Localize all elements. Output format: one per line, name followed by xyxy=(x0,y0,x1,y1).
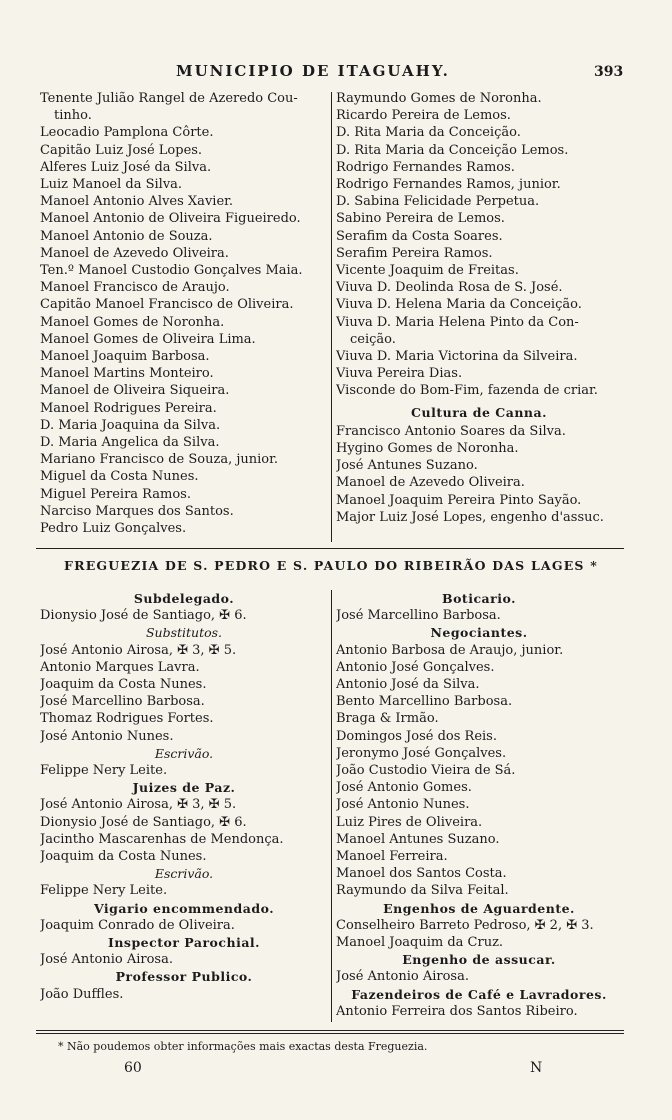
heading-inspector-parochial: Inspector Parochial. xyxy=(107,935,261,951)
list-item: Capitão Manoel Francisco de Oliveira. xyxy=(40,297,294,313)
list-item: José Antonio Airosa, ✠ 3, ✠ 5. xyxy=(40,642,237,658)
list-item: Felippe Nery Leite. xyxy=(40,763,168,779)
section-rule xyxy=(36,548,624,549)
list-item: Manoel Gomes de Oliveira Lima. xyxy=(40,331,256,347)
list-item: Luiz Manoel da Silva. xyxy=(40,177,183,193)
list-item: Serafim da Costa Soares. xyxy=(336,228,503,244)
list-item: Manoel Antonio Alves Xavier. xyxy=(40,194,234,210)
list-item: Manoel Antunes Suzano. xyxy=(336,831,500,847)
list-item: Viuva D. Deolinda Rosa de S. José. xyxy=(336,280,563,296)
list-item: José Antonio Airosa. xyxy=(336,969,469,985)
parish-title: FREGUEZIA DE S. PEDRO E S. PAULO DO RIBEIRÃO DAS LAGES * xyxy=(64,558,598,573)
list-item: Tenente Julião Rangel de Azeredo Cou- xyxy=(40,91,298,106)
list-item: Francisco Antonio Soares da Silva. xyxy=(336,423,566,439)
list-item: Jeronymo José Gonçalves. xyxy=(336,745,507,761)
list-item: Raymundo Gomes de Noronha. xyxy=(336,91,542,106)
list-item: Antonio José da Silva. xyxy=(336,677,480,693)
list-item: Miguel Pereira Ramos. xyxy=(40,486,191,502)
list-item: Narciso Marques dos Santos. xyxy=(40,503,234,519)
list-item: José Antonio Nunes. xyxy=(40,728,174,744)
footnote: * Não poudemos obter informações mais exactas desta Freguezia. xyxy=(58,1040,428,1053)
list-item: Viuva D. Maria Victorina da Silveira. xyxy=(336,349,578,365)
heading-subdelegado: Subdelegado. xyxy=(133,591,235,606)
list-item: Rodrigo Fernandes Ramos. xyxy=(336,159,515,175)
list-item: Manoel de Azevedo Oliveira. xyxy=(40,245,229,261)
list-item: Joaquim da Costa Nunes. xyxy=(40,677,207,693)
list-item: Antonio Marques Lavra. xyxy=(40,659,200,675)
list-item: Raymundo da Silva Feital. xyxy=(336,883,509,899)
list-item: Sabino Pereira de Lemos. xyxy=(336,211,505,227)
list-item: Dionysio José de Santiago, ✠ 6. xyxy=(40,608,247,624)
column-divider-bottom xyxy=(331,590,332,1022)
running-title: MUNICIPIO DE ITAGUAHY. xyxy=(176,62,450,80)
list-item: José Antunes Suzano. xyxy=(336,458,478,474)
list-item: Manoel Joaquim Pereira Pinto Sayão. xyxy=(336,492,582,508)
heading-fazendeiros: Fazendeiros de Café e Lavradores. xyxy=(351,986,607,1002)
list-item: D. Rita Maria da Conceição. xyxy=(336,125,521,141)
list-item: Vicente Joaquim de Freitas. xyxy=(336,263,519,279)
list-item: D. Sabina Felicidade Perpetua. xyxy=(336,194,540,210)
heading-negociantes: Negociantes. xyxy=(430,625,528,641)
list-item: Bento Marcellino Barbosa. xyxy=(336,694,513,710)
list-item: Joaquim da Costa Nunes. xyxy=(40,849,207,865)
list-item: Pedro Luiz Gonçalves. xyxy=(40,521,187,537)
bottom-left-column xyxy=(40,590,328,1003)
top-left-column xyxy=(40,90,328,537)
list-item: Felippe Nery Leite. xyxy=(40,883,168,899)
list-item: João Duffles. xyxy=(40,986,124,1002)
list-item: Conselheiro Barreto Pedroso, ✠ 2, ✠ 3. xyxy=(336,917,594,933)
top-right-column xyxy=(336,90,622,526)
list-item: Capitão Luiz José Lopes. xyxy=(40,142,203,158)
list-item: Braga & Irmão. xyxy=(336,711,439,727)
list-item: tinho. xyxy=(54,108,92,124)
list-item: Dionysio José de Santiago, ✠ 6. xyxy=(40,814,247,830)
signature-mark-right: N xyxy=(530,1060,543,1076)
list-item: Hygino Gomes de Noronha. xyxy=(336,441,519,457)
list-item: Jacintho Mascarenhas de Mendonça. xyxy=(40,831,284,847)
list-item: José Marcellino Barbosa. xyxy=(40,694,205,710)
list-item: Manoel Gomes de Noronha. xyxy=(40,314,225,330)
list-item: Luiz Pires de Oliveira. xyxy=(336,814,483,830)
list-item: Leocadio Pamplona Côrte. xyxy=(40,125,214,141)
list-item: Alferes Luiz José da Silva. xyxy=(40,159,212,175)
list-item: Antonio José Gonçalves. xyxy=(336,659,495,675)
list-item: Viuva D. Helena Maria da Conceição. xyxy=(336,297,582,313)
list-item: Manoel Martins Monteiro. xyxy=(40,366,214,382)
list-item: João Custodio Vieira de Sá. xyxy=(336,763,516,779)
heading-boticario: Boticario. xyxy=(442,591,516,606)
list-item: Serafim Pereira Ramos. xyxy=(336,245,493,261)
list-item: ceição. xyxy=(350,331,396,347)
footnote-rule xyxy=(36,1030,624,1031)
heading-escrivao: Escrivão. xyxy=(154,745,214,761)
heading-escrivao: Escrivão. xyxy=(154,866,214,882)
list-item: Joaquim Conrado de Oliveira. xyxy=(40,917,235,933)
list-item: Manoel de Azevedo Oliveira. xyxy=(336,475,525,491)
heading-engenho-de-assucar: Engenho de assucar. xyxy=(402,952,556,968)
list-item: Manoel de Oliveira Siqueira. xyxy=(40,383,230,399)
list-item: Thomaz Rodrigues Fortes. xyxy=(40,711,214,727)
list-item: Manoel Francisco de Araujo. xyxy=(40,280,230,296)
column-divider-top xyxy=(331,92,332,542)
page-number: 393 xyxy=(594,64,624,80)
list-item: Ten.º Manoel Custodio Gonçalves Maia. xyxy=(40,263,303,279)
list-item: Viuva Pereira Dias. xyxy=(336,366,463,382)
list-item: José Antonio Gomes. xyxy=(336,780,472,796)
list-item: Manoel Rodrigues Pereira. xyxy=(40,400,217,416)
list-item: D. Maria Joaquina da Silva. xyxy=(40,417,221,433)
heading-professor-publico: Professor Publico. xyxy=(115,969,253,985)
list-item: Antonio Ferreira dos Santos Ribeiro. xyxy=(336,1003,578,1019)
list-item: D. Maria Angelica da Silva. xyxy=(40,435,220,451)
list-item: José Marcellino Barbosa. xyxy=(336,608,501,624)
list-item: Manoel Joaquim Barbosa. xyxy=(40,349,210,365)
list-item: Manoel Antonio de Oliveira Figueiredo. xyxy=(40,211,301,227)
list-item: José Antonio Airosa, ✠ 3, ✠ 5. xyxy=(40,797,237,813)
bottom-right-column xyxy=(336,590,622,1020)
list-item: Mariano Francisco de Souza, junior. xyxy=(40,452,279,468)
heading-juizes-de-paz: Juizes de Paz. xyxy=(132,780,236,796)
list-item: Ricardo Pereira de Lemos. xyxy=(336,108,511,124)
list-item: Major Luiz José Lopes, engenho d'assuc. xyxy=(336,509,604,525)
footnote-rule-thin xyxy=(36,1033,624,1034)
heading-engenhos-de-aguardente: Engenhos de Aguardente. xyxy=(383,900,575,916)
list-item: Miguel da Costa Nunes. xyxy=(40,469,199,485)
list-item: Manoel Joaquim da Cruz. xyxy=(336,935,504,951)
signature-mark-left: 60 xyxy=(124,1060,142,1076)
list-item: Domingos José dos Reis. xyxy=(336,728,497,744)
list-item: Viuva D. Maria Helena Pinto da Con- xyxy=(336,314,579,330)
list-item: D. Rita Maria da Conceição Lemos. xyxy=(336,142,569,158)
list-item: Manoel dos Santos Costa. xyxy=(336,866,507,882)
heading-vigario: Vigario encommendado. xyxy=(93,900,275,916)
list-item: Manoel Antonio de Souza. xyxy=(40,228,213,244)
list-item: Visconde do Bom-Fim, fazenda de criar. xyxy=(336,383,598,399)
section-heading-cultura-de-canna: Cultura de Canna. xyxy=(411,404,547,420)
list-item: Antonio Barbosa de Araujo, junior. xyxy=(336,642,564,658)
list-item: Manoel Ferreira. xyxy=(336,849,448,865)
list-item: José Antonio Airosa. xyxy=(40,952,173,968)
heading-substitutos: Substitutos. xyxy=(145,625,223,641)
list-item: José Antonio Nunes. xyxy=(336,797,470,813)
list-item: Rodrigo Fernandes Ramos, junior. xyxy=(336,177,561,193)
